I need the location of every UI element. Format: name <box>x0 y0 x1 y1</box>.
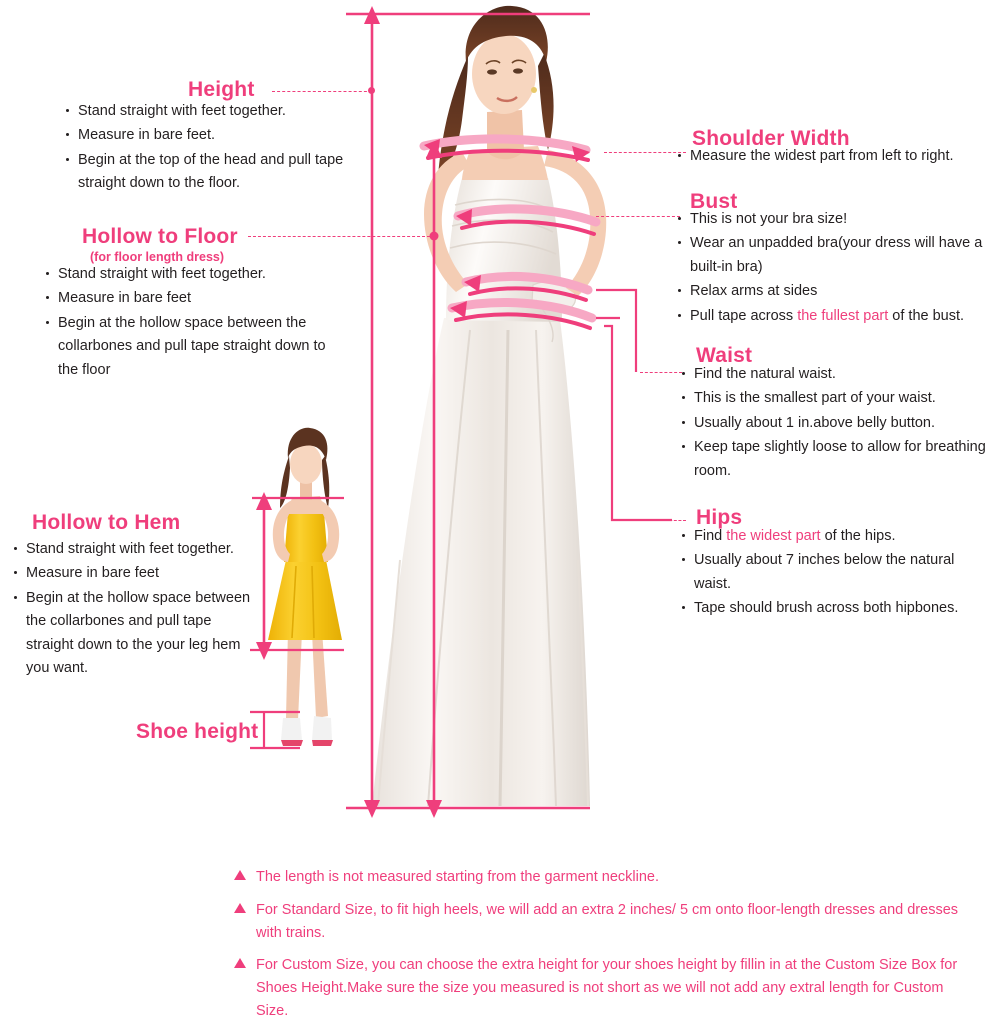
warning-triangle-icon <box>234 870 246 880</box>
bust-text-post: of the bust. <box>888 307 965 324</box>
hips-text-pre: Find <box>694 528 727 544</box>
leader-bust <box>596 216 680 217</box>
section-hollow-to-floor-heading: Hollow to Floor <box>82 225 238 248</box>
section-waist-bullets <box>680 363 990 484</box>
leader-hips <box>660 520 686 521</box>
list-item: Begin at the hollow space between the collarbones and pull tape straight down to the your leg hem you want. <box>12 587 260 681</box>
hips-emphasis: the widest part <box>726 528 821 544</box>
list-item: Stand straight with feet together. <box>64 100 364 123</box>
figure-bridal-model <box>372 6 606 806</box>
leader-hollow-to-floor <box>248 236 430 237</box>
list-item: Measure the widest part from left to right. <box>676 145 996 168</box>
section-hollow-to-floor <box>82 225 238 264</box>
list-item: Stand straight with feet together. <box>12 538 260 561</box>
section-bust-heading: Bust <box>690 190 738 213</box>
section-hollow-to-hem-heading: Hollow to Hem <box>32 511 181 534</box>
leader-height-dot <box>368 87 375 94</box>
list-item-hips-widest <box>680 525 990 548</box>
list-item: This is not your bra size! <box>676 208 996 231</box>
list-item: This is the smallest part of your waist. <box>680 387 990 410</box>
hips-text-post: of the hips. <box>820 528 896 544</box>
section-hollow-to-floor-bullets <box>44 263 344 383</box>
leader-waist <box>640 372 682 373</box>
section-hips-heading: Hips <box>696 506 743 529</box>
list-item: Measure in bare feet. <box>64 124 364 147</box>
bust-text-pre: Pull tape across <box>690 307 798 324</box>
note-text: For Custom Size, you can choose the extra height for your shoes height by fillin in at the Custom Size Box for Shoes Height.Make sure the size you measured is not short as we will not add any extral length for Custom Size. <box>256 957 958 1019</box>
section-bust-bullets <box>676 208 996 329</box>
section-height-heading: Height <box>188 78 255 101</box>
section-shoulder-width-heading: Shoulder Width <box>692 127 850 150</box>
section-hollow-to-hem-bullets <box>12 538 260 682</box>
warning-triangle-icon <box>234 958 246 968</box>
section-hollow-to-hem <box>32 511 180 535</box>
note-item <box>234 954 974 1022</box>
section-waist-heading: Waist <box>696 344 753 367</box>
leader-height <box>272 91 372 92</box>
shoe-height-label <box>136 720 258 744</box>
list-item: Tape should brush across both hipbones. <box>680 597 990 620</box>
list-item: Begin at the hollow space between the collarbones and pull tape straight down to the floor <box>44 312 344 382</box>
leader-shoulder <box>604 152 686 153</box>
list-item: Usually about 1 in.above belly button. <box>680 412 990 435</box>
note-item <box>234 866 974 889</box>
footer-notes <box>234 866 974 1033</box>
section-shoulder-width-bullets <box>676 145 996 169</box>
note-text: The length is not measured starting from the garment neckline. <box>256 869 659 885</box>
list-item: Measure in bare feet <box>12 562 260 585</box>
section-height-bullets <box>64 100 364 197</box>
figure-short-dress-model <box>268 428 342 746</box>
bust-emphasis: the fullest part <box>797 307 889 324</box>
shoe-height-heading: Shoe height <box>136 720 259 743</box>
list-item: Find the natural waist. <box>680 363 990 386</box>
warning-triangle-icon <box>234 903 246 913</box>
section-height <box>188 78 255 102</box>
list-item: Measure in bare feet <box>44 287 344 310</box>
list-item: Stand straight with feet together. <box>44 263 344 286</box>
note-text: For Standard Size, to fit high heels, we will add an extra 2 inches/ 5 cm onto floor-length dresses and dresses with trains. <box>256 901 959 941</box>
list-item-bust-fullest <box>676 305 996 328</box>
list-item: Usually about 7 inches below the natural waist. <box>680 549 990 596</box>
section-hips-bullets <box>680 525 990 622</box>
section-hollow-to-floor-sub: (for floor length dress) <box>90 250 225 264</box>
list-item: Begin at the top of the head and pull tape straight down to the floor. <box>64 149 364 196</box>
list-item: Wear an unpadded bra(your dress will have a built-in bra) <box>676 232 996 279</box>
list-item: Keep tape slightly loose to allow for breathing room. <box>680 436 990 483</box>
note-item <box>234 899 974 945</box>
list-item: Relax arms at sides <box>676 280 996 303</box>
